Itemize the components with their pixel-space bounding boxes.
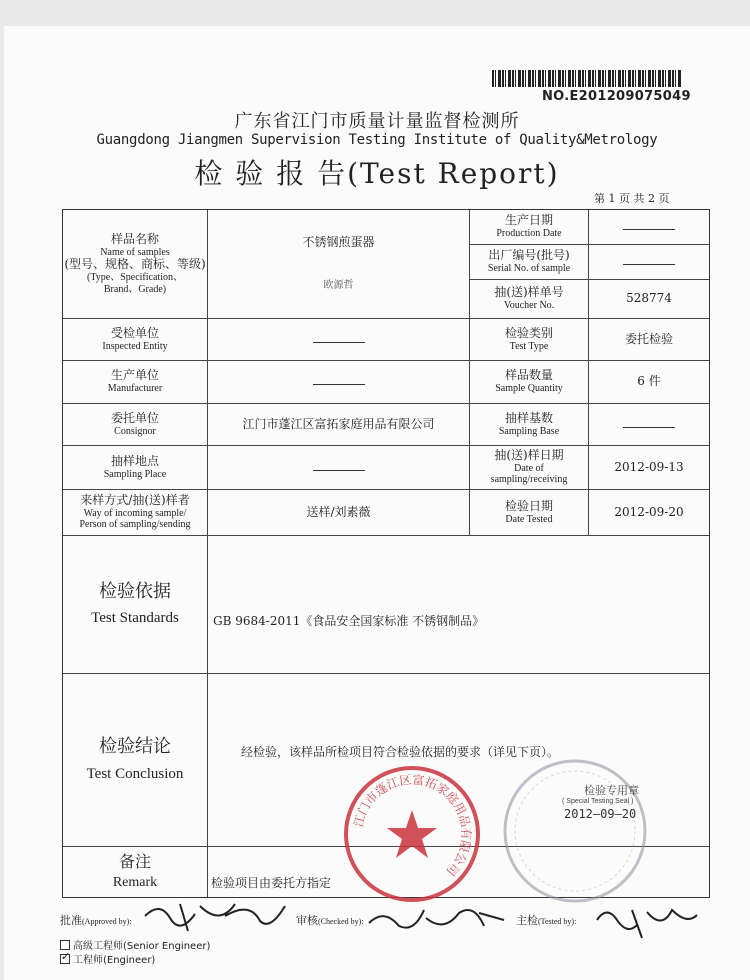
way-of-sample-label: 来样方式/抽(送)样者 Way of incoming sample/ Person of sampling/sending <box>79 493 191 531</box>
barcode <box>492 70 682 87</box>
sampling-place-label: 抽样地点 Sampling Place <box>103 453 167 480</box>
tested-by-label: 主检(Tested by): <box>516 915 577 927</box>
consignor-value: 江门市蓬江区富拓家庭用品有限公司 <box>242 416 435 431</box>
manufacturer-label: 生产单位 Manufacturer <box>107 368 163 395</box>
test-type-label: 检验类别 Test Type <box>504 325 553 352</box>
test-conclusion-value: 经检验，该样品所检项目符合检验依据的要求（详见下页）。 <box>241 745 560 759</box>
serial-no-label: 出厂编号(批号) Serial No. of sample <box>487 248 571 275</box>
voucher-no-label: 抽(送)样单号 Voucher No. <box>494 285 564 312</box>
approved-by-label: 批准(Approved by): <box>60 915 132 927</box>
production-date-label: 生产日期 Production Date <box>496 213 562 240</box>
production-date-value <box>589 210 709 244</box>
empty-dash <box>313 384 365 385</box>
engineer-option: ✓ 工程师(Engineer) <box>61 950 156 966</box>
company-seal-text: 江门市蓬江区富拓家庭用品有限公司 <box>351 772 474 879</box>
empty-dash <box>623 427 675 428</box>
date-of-sampling-value: 2012-09-13 <box>614 459 684 474</box>
test-standards-label: 检验依据 Test Standards <box>91 580 179 627</box>
date-tested-value: 2012-09-20 <box>614 504 684 519</box>
voucher-no-value: 528774 <box>626 291 672 306</box>
remark-value: 检验项目由委托方指定 <box>211 876 332 890</box>
report-sheet <box>4 26 750 980</box>
sample-name-value: 不锈钢煎蛋器 欧源哲 <box>302 235 375 292</box>
sample-quantity-label: 样品数量 Sample Quantity <box>495 368 563 395</box>
sampling-base-label: 抽样基数 Sampling Base <box>498 410 560 437</box>
report-number: NO.E201209075049 <box>542 89 691 104</box>
sample-name-label: 样品名称 Name of samples (型号、规格、商标、等级) (Type、Specification、 Brand、Grade) <box>64 231 206 295</box>
institute-name-cn: 广东省江门市质量计量监督检测所 <box>234 111 520 132</box>
empty-dash <box>313 342 365 343</box>
report-title: 检 验 报 告(Test Report) <box>194 157 560 190</box>
testing-seal-date: 2012—09—20 <box>564 807 637 821</box>
page-info: 第 1 页 共 2 页 <box>594 192 670 205</box>
checked-by-label: 审核(Checked by): <box>296 915 364 927</box>
test-standards-value: GB 9684-2011《食品安全国家标准 不锈钢制品》 <box>213 614 485 628</box>
serial-no-value <box>589 245 709 279</box>
empty-dash <box>623 229 675 230</box>
testing-seal-title-en: ( Special Testing Seal ) <box>562 798 634 805</box>
way-of-sample-value: 送样/刘素薇 <box>306 504 371 519</box>
date-tested-label: 检验日期 Date Tested <box>504 498 553 525</box>
sampling-base-value <box>589 404 709 445</box>
senior-engineer-option: 高级工程师(Senior Engineer) <box>60 937 210 952</box>
test-type-value: 委托检验 <box>624 331 673 346</box>
senior-engineer-checkbox <box>60 940 70 950</box>
sampling-place-value <box>208 446 469 489</box>
institute-name-en: Guangdong Jiangmen Supervision Testing Institute of Quality&Metrology <box>96 132 658 148</box>
testing-seal-title: 检验专用章 <box>584 784 639 797</box>
inspected-entity-label: 受检单位 Inspected Entity <box>102 325 168 352</box>
remark-label: 备注 Remark <box>112 851 158 891</box>
date-of-sampling-label: 抽(送)样日期 Date of sampling/receiving <box>490 448 568 486</box>
manufacturer-value <box>208 361 469 403</box>
sample-quantity-value: 6 件 <box>637 374 661 389</box>
empty-dash <box>623 264 675 265</box>
engineer-checkbox: ✓ <box>61 950 71 963</box>
test-conclusion-label: 检验结论 Test Conclusion <box>86 736 184 782</box>
inspected-entity-value <box>208 319 469 360</box>
approved-signature <box>140 896 290 936</box>
empty-dash <box>313 470 365 471</box>
consignor-label: 委托单位 Consignor <box>110 410 159 437</box>
tested-signature <box>592 900 702 940</box>
checked-signature <box>364 898 514 938</box>
